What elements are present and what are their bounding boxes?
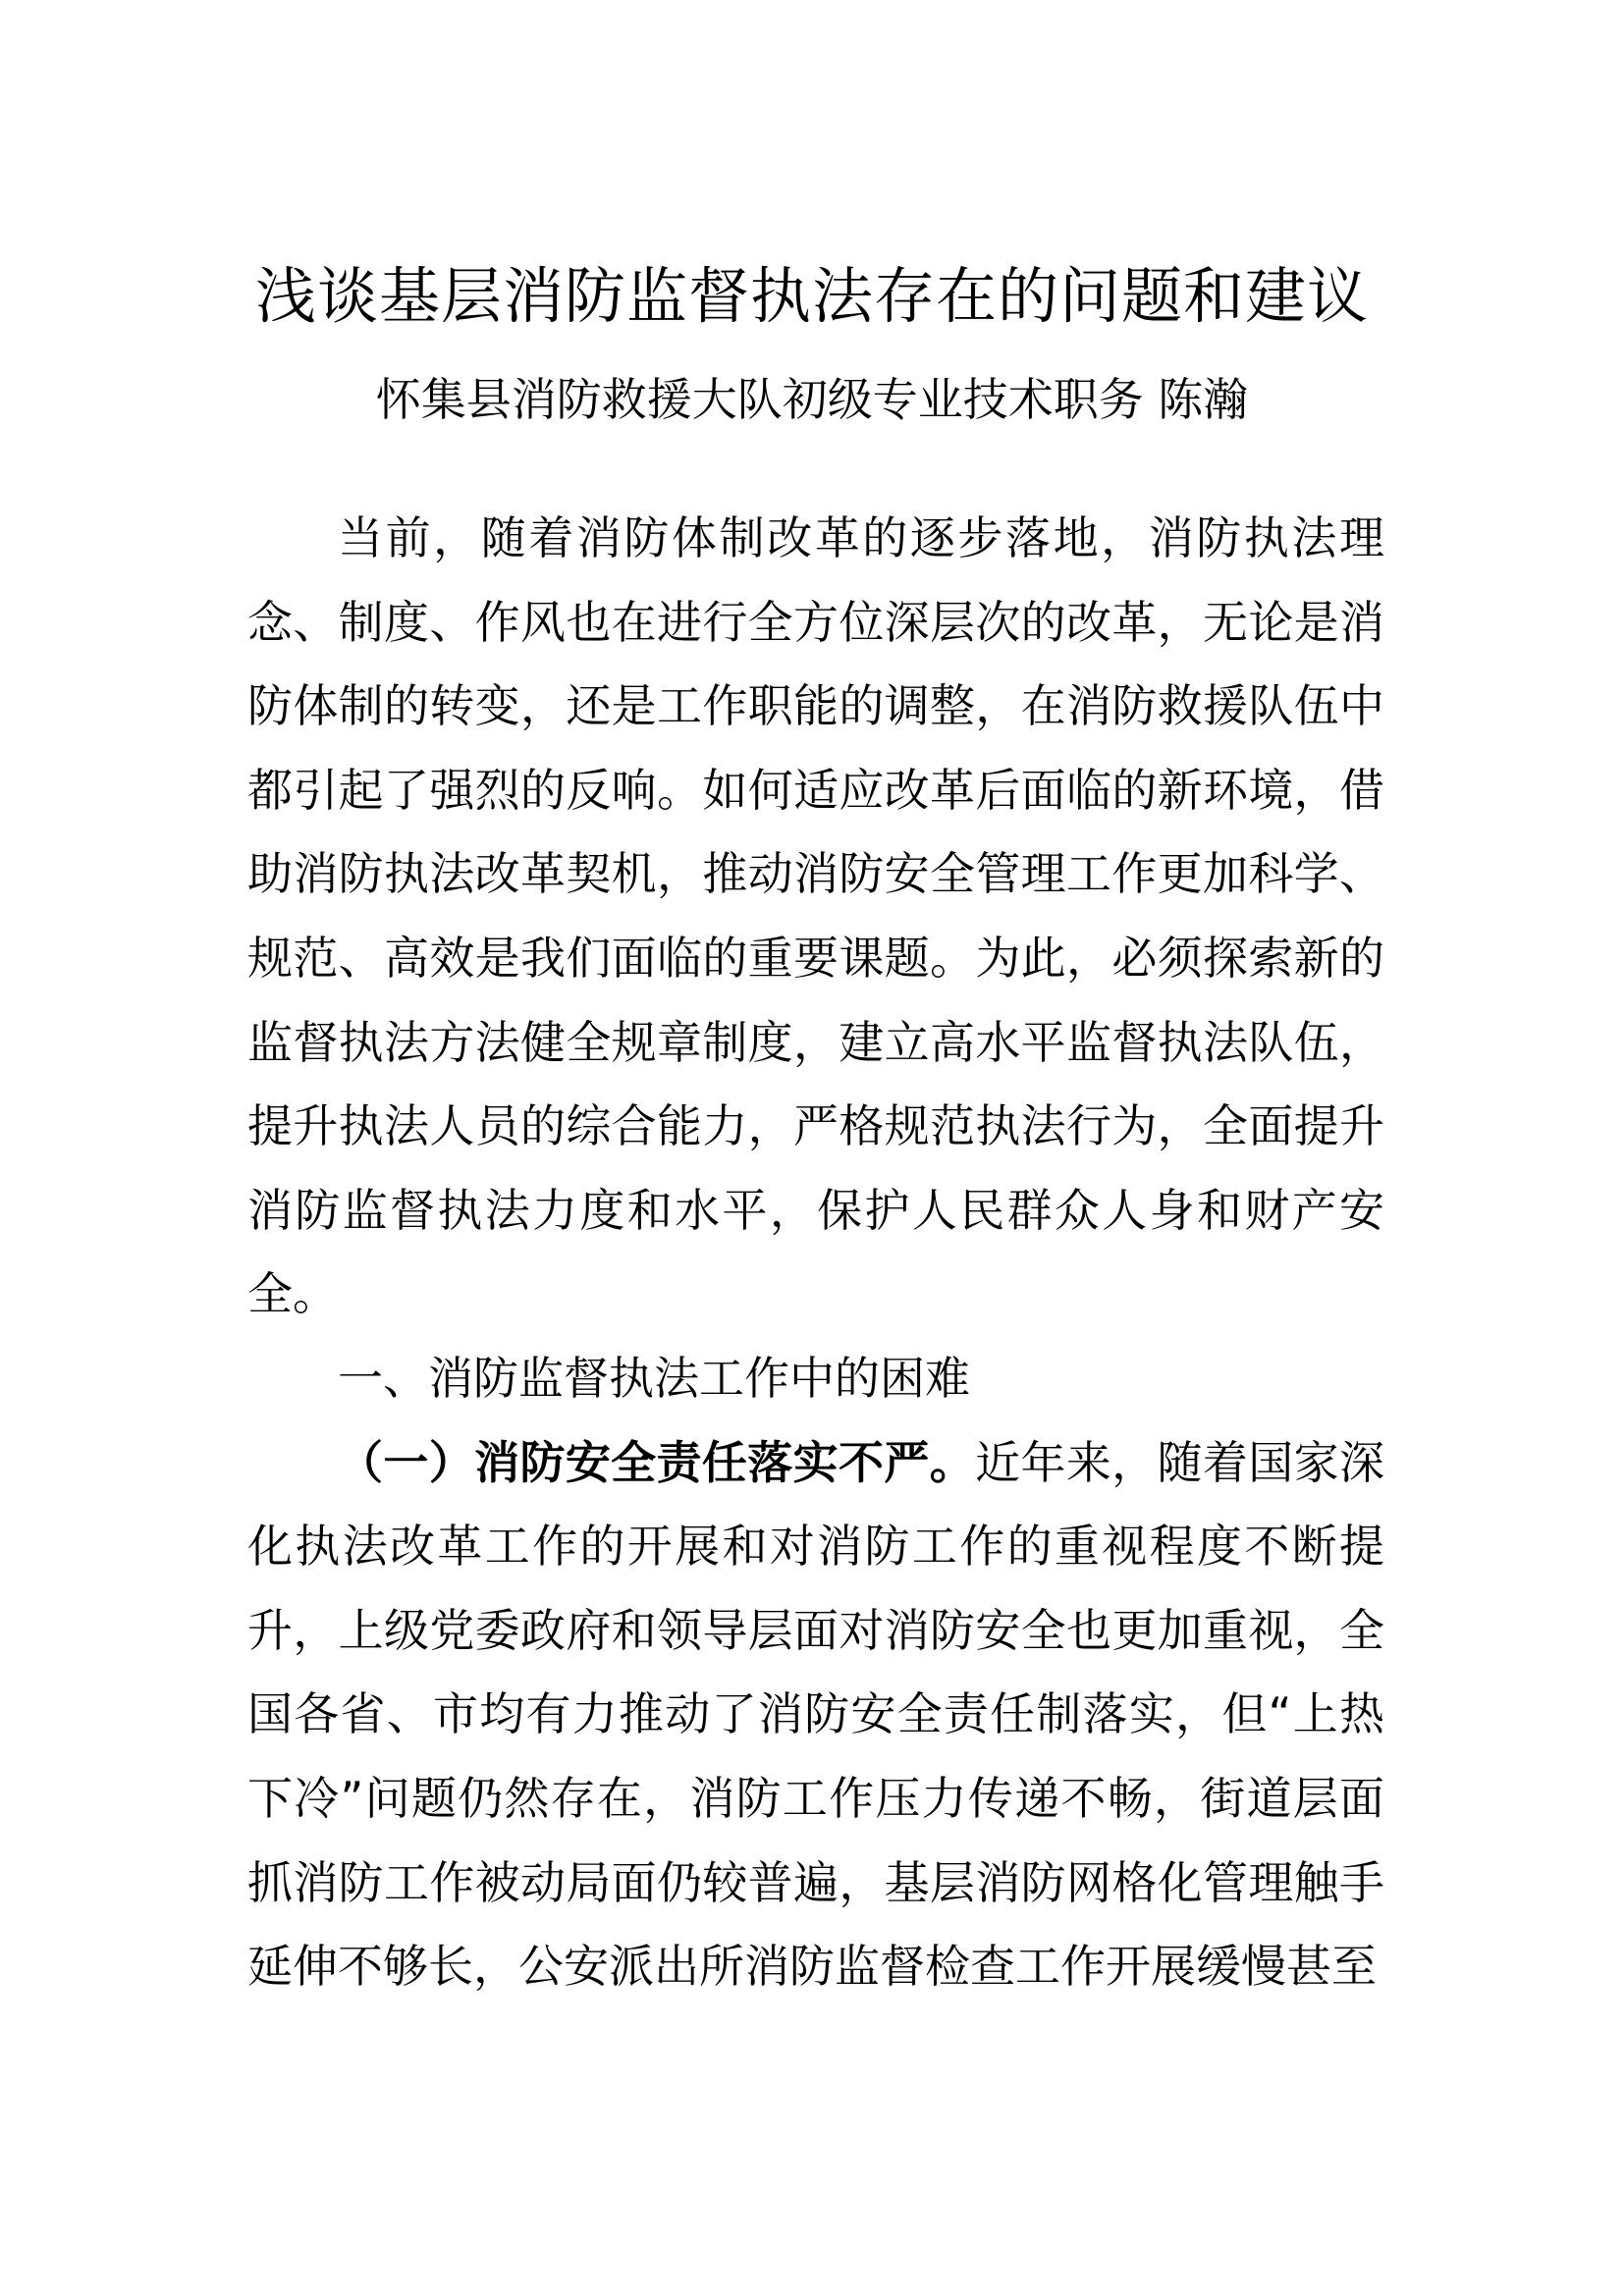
subsection-bold-lead: （一）消防安全责任落实不严。 [338,1435,976,1489]
section-heading: 一、消防监督执法工作中的困难 [338,1351,970,1405]
author-byline: 怀集县消防救援大队初级专业技术职务 陈瀚 [375,373,1249,426]
document-title: 浅谈基层消防监督执法存在的问题和建议 [254,260,1369,332]
intro-paragraph: 当前，随着消防体制改革的逐步落地，消防执法理念、制度、作风也在进行全方位深层次的改革，无论是消防体制的转变，还是工作职能的调整，在消防救援队伍中都引起了强烈的反响。如何适应改革后面临的新环境，借助消防执法改革契机，推动消防安全管理工作更加科学、规范、高效是我们面临的重要课题。为此，必须探索新的监督执法方法健全规章制度，建立高水平监督执法队伍，提升执法人员的综合能力，严格规范执法行为，全面提升消防监督执法力度和水平，保护人民群众人身和财产安全。 [247,511,1384,1321]
subsection-text: 近年来，随着国家深化执法改革工作的开展和对消防工作的重视程度不断提升，上级党委政府和领导层面对消防安全也更加重视，全国各省、市均有力推动了消防安全责任制落实，但“上热下冷”问题仍然存在，消防工作压力传递不畅，街道层面抓消防工作被动局面仍较普遍，基层消防网格化管理触手延伸不够长，公安派出所消防监督检查工作开展缓慢甚至 [247,1435,1385,1994]
subsection-paragraph [247,1421,1384,2009]
document-body [247,497,1384,2009]
